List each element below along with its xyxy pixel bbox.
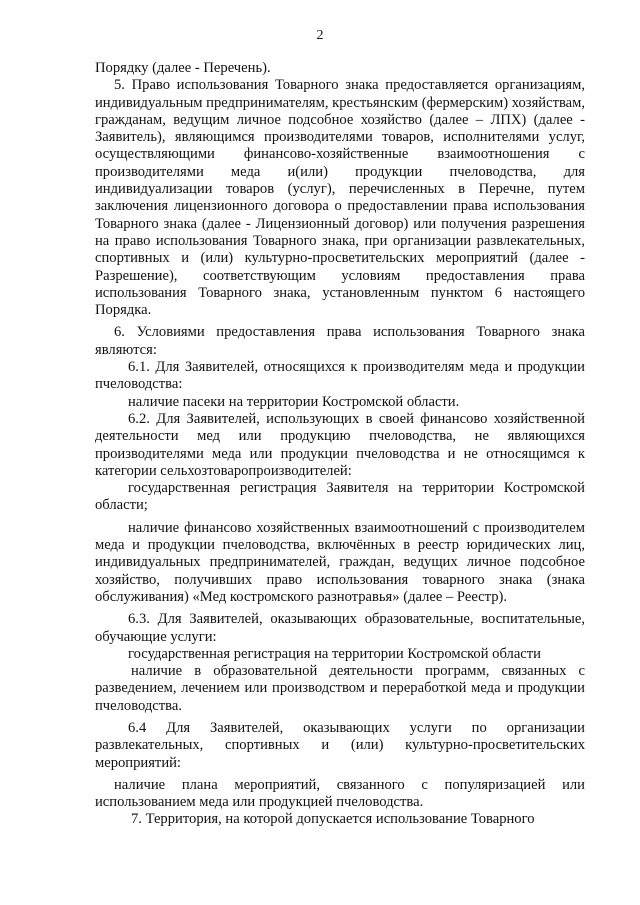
paragraph-6-3-registration: государственная регистрация на территории Костромской области <box>128 645 541 662</box>
paragraph-6-3: 6.3. Для Заявителей, оказывающих образовательные, воспитательные, обучающие услуги: <box>95 611 585 645</box>
paragraph-6-1-condition: наличие пасеки на территории Костромской области. <box>128 393 460 410</box>
paragraph-6-4: 6.4 Для Заявителей, оказывающих услуги по организации развлекательных, спортивных и (или) культурно-просветительских мероприятий: <box>95 719 585 771</box>
paragraph-5: 5. Право использования Товарного знака предоставляется организациям, индивидуальным предпринимателям, крестьянским (фермерским) хозяйствам, гражданам, ведущим личное подсобное хозяйство (далее – ЛПХ) (далее - Заявитель), являющимся производителями товаров, исполнителями услуг, осуществляющими финансово-хозяйственные взаимоотношения с производителями меда и(или) продукции пчеловодства, для индивидуализации товаров (услуг), перечисленных в Перечне, путем заключения лицензионного договора о предоставлении права использования Товарного знака (далее - Лицензионный договор) или получения разрешения на право использования Товарного знака, при организации развлекательных, спортивных и (или) культурно-просветительских мероприятий (далее - Разрешение), соответствующим условиям предоставления права использования Товарного знака, установленным пунктом 6 настоящего Порядка. <box>95 77 585 319</box>
paragraph-6-2: 6.2. Для Заявителей, использующих в своей финансово хозяйственной деятельности мед или продукцию пчеловодства, не являющихся производителями меда или продукции пчеловодства и не относящимся к категории сельхозтоваропроизводителей: <box>95 410 585 479</box>
paragraph-6-2-relations: наличие финансово хозяйственных взаимоотношений с производителем меда и продукции пчеловодства, включённых в реестр юридических лиц, индивидуальных предпринимателей, граждан, ведущих личное подсобное хозяйство, получивших право использования товарного знака (знака обслуживания) «Мед костромского разнотравья» (далее – Реестр). <box>95 519 585 605</box>
paragraph-6-4-plan: наличие плана мероприятий, связанного с популяризацией или использованием меда или продукцией пчеловодства. <box>95 776 585 811</box>
document-body <box>95 60 585 829</box>
page-number: 2 <box>316 28 324 43</box>
paragraph-6-2-registration: государственная регистрация Заявителя на территории Костромской области; <box>95 480 585 514</box>
paragraph-intro: Порядку (далее - Перечень). <box>95 60 271 76</box>
paragraph-6: 6. Условиями предоставления права использования Товарного знака являются: <box>95 324 585 358</box>
paragraph-6-3-programs: наличие в образовательной деятельности программ, связанных с разведением, лечением или производством и переработкой меда и продукции пчеловодства. <box>95 663 585 714</box>
paragraph-6-1: 6.1. Для Заявителей, относящихся к производителям меда и продукции пчеловодства: <box>95 359 585 393</box>
paragraph-7: 7. Территория, на которой допускается использование Товарного <box>131 811 535 828</box>
